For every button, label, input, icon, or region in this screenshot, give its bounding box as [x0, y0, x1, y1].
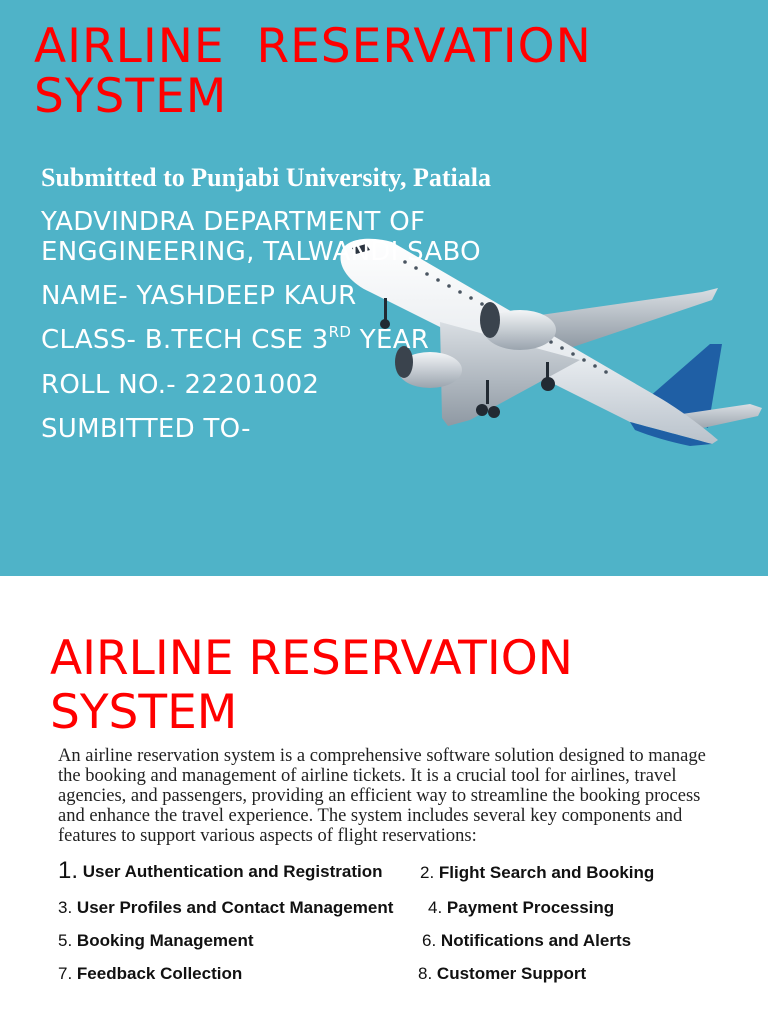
- feature-number: 8.: [418, 964, 433, 983]
- overview-slide: [0, 576, 768, 1024]
- department-line-2: ENGGINEERING, TALWANDI SABO: [41, 237, 481, 267]
- feature-label: Payment Processing: [446, 898, 615, 917]
- feature-item: [58, 857, 383, 884]
- class-suffix: YEAR: [351, 325, 430, 355]
- slide2-title: AIRLINE RESERVATION SYSTEM: [50, 631, 573, 740]
- feature-label: Feedback Collection: [76, 964, 243, 983]
- feature-item: [58, 963, 242, 985]
- feature-label: Flight Search and Booking: [438, 863, 655, 882]
- feature-label: User Authentication and Registration: [82, 862, 383, 881]
- feature-label: Notifications and Alerts: [440, 931, 632, 950]
- student-name: NAME- YASHDEEP KAUR: [41, 281, 357, 311]
- feature-label: User Profiles and Contact Management: [76, 898, 394, 917]
- submitted-to-university: Submitted to Punjabi University, Patiala: [41, 163, 491, 192]
- feature-number: 2.: [420, 863, 435, 882]
- feature-item: [58, 930, 254, 952]
- feature-item: [420, 862, 654, 884]
- submitted-to: SUMBITTED TO-: [41, 414, 251, 444]
- student-class: [41, 325, 429, 355]
- feature-number: 4.: [428, 898, 443, 917]
- feature-number: 3.: [58, 898, 73, 917]
- feature-item: [422, 930, 631, 952]
- feature-label: Booking Management: [76, 931, 254, 950]
- feature-number: 6.: [422, 931, 437, 950]
- slide1-title: AIRLINE RESERVATION SYSTEM: [34, 19, 608, 124]
- feature-number: 7.: [58, 964, 73, 983]
- feature-number: 5.: [58, 931, 73, 950]
- feature-item: [58, 897, 393, 919]
- overview-paragraph: An airline reservation system is a comprehensive software solution designed to manage the booking and management of airline tickets. It is a crucial tool for airlines, travel agencies, and passengers, providing an efficient way to streamline the booking process and enhance the travel experience. The system includes several key components and features to support various aspects of flight reservations:: [58, 746, 706, 846]
- roll-number: ROLL NO.- 22201002: [41, 370, 320, 400]
- class-prefix: CLASS- B.TECH CSE 3: [41, 325, 329, 355]
- feature-number: 1.: [58, 857, 79, 884]
- feature-item: [418, 963, 586, 985]
- department-line-1: YADVINDRA DEPARTMENT OF: [41, 207, 426, 237]
- class-superscript: RD: [328, 323, 352, 341]
- feature-item: [428, 897, 614, 919]
- feature-label: Customer Support: [436, 964, 587, 983]
